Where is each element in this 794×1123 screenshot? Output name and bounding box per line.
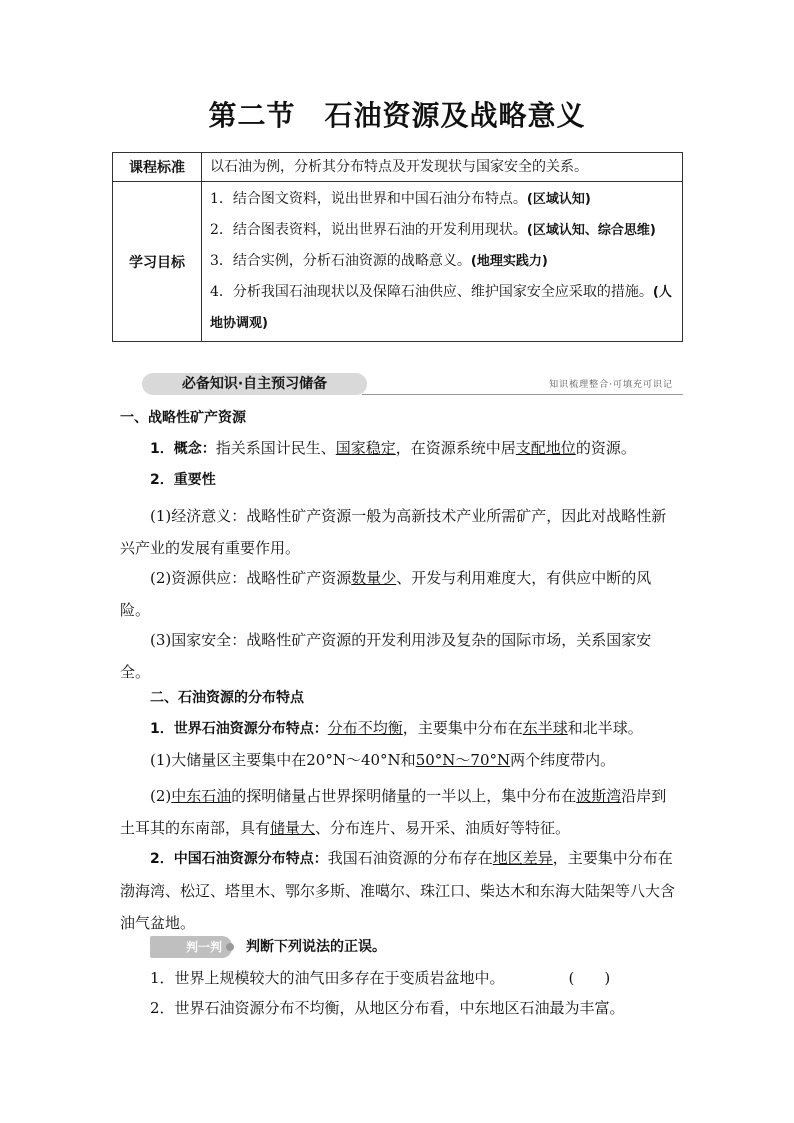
- answer-blank[interactable]: ( ): [568, 969, 611, 987]
- question-item: 2．世界石油资源分布不均衡，从地区分布看，中东地区石油最为丰富。: [150, 999, 625, 1017]
- goals-cell: [202, 182, 683, 342]
- banner-label: 必备知识·自主预习储备: [142, 373, 367, 395]
- importance-heading: 2．重要性: [150, 472, 216, 488]
- section-heading: 二、石油资源的分布特点: [150, 690, 304, 706]
- paragraph: (1)经济意义：战略性矿产资源一般为高新技术产业所需矿产，因此对战略性新兴产业的发展有重要作用。: [120, 507, 667, 557]
- section-heading: 一、战略性矿产资源: [120, 410, 246, 426]
- paragraph: 2．中国石油资源分布特点：我国石油资源的分布存在地区差异，主要集中分布在渤海湾、松辽、塔里木、鄂尔多斯、准噶尔、珠江口、柴达木和东海大陆架等八大含油气盆地。: [120, 849, 676, 932]
- concept-paragraph: 1．概念：指关系国计民生、国家稳定，在资源系统中居支配地位的资源。: [150, 439, 636, 457]
- judge-prompt: 判一判 判断下列说法的正误。: [120, 936, 680, 958]
- goal-item: 1．结合图文资料，说出世界和中国石油分布特点。(区域认知): [210, 191, 591, 207]
- goal-item: 2．结合图表资料，说出世界石油的开发利用现状。(区域认知、综合思维): [210, 222, 656, 238]
- judge-badge: 判一判: [150, 936, 232, 958]
- paragraph: 1．世界石油资源分布特点：分布不均衡，主要集中分布在东半球和北半球。: [150, 719, 643, 737]
- paragraph: (3)国家安全：战略性矿产资源的开发利用涉及复杂的国际市场，关系国家安全。: [120, 631, 652, 681]
- banner-note: 知识梳理整合·可填充可识记: [549, 380, 673, 390]
- dot-icon: [226, 943, 234, 951]
- table-header-standard: 课程标准: [113, 153, 202, 182]
- table-header-goals: 学习目标: [113, 182, 202, 342]
- section-banner: [112, 372, 683, 396]
- page-title: 第二节 石油资源及战略意义: [208, 99, 586, 132]
- goal-item: 4．分析我国石油现状以及保障石油供应、维护国家安全应采取的措施。(人地协调观): [210, 284, 672, 331]
- paragraph: (2)中东石油的探明储量占世界探明储量的一半以上，集中分布在波斯湾沿岸到土耳其的东南部，具有储量大、分布连片、易开采、油质好等特征。: [120, 787, 667, 837]
- paragraph: (2)资源供应：战略性矿产资源数量少、开发与利用难度大，有供应中断的风险。: [120, 569, 652, 619]
- question-item: 1．世界上规模较大的油气田多存在于变质岩盆地中。 ( ): [150, 969, 611, 987]
- paragraph: (1)大储量区主要集中在20°N～40°N和50°N～70°N两个纬度带内。: [150, 751, 616, 769]
- curriculum-table: [112, 152, 683, 342]
- standard-text: 以石油为例，分析其分布特点及开发现状与国家安全的关系。: [202, 153, 683, 182]
- banner-divider: [362, 394, 683, 395]
- goal-item: 3．结合实例，分析石油资源的战略意义。(地理实践力): [210, 253, 548, 269]
